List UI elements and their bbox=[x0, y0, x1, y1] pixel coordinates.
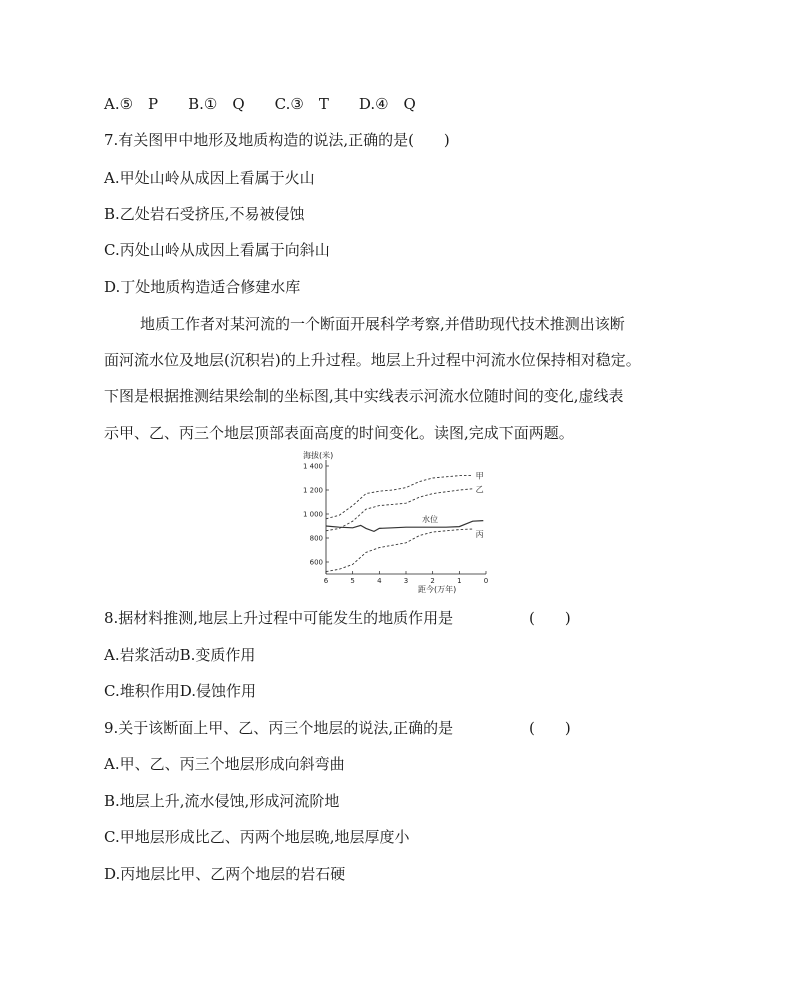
q9-bracket: ( ) bbox=[529, 719, 571, 737]
q7-option-a: A.甲处山岭从成因上看属于火山 bbox=[104, 169, 315, 187]
series-label-甲: 甲 bbox=[475, 471, 484, 481]
series-label-乙: 乙 bbox=[475, 484, 484, 494]
y-axis-label: 海拔(米) bbox=[303, 451, 334, 460]
q8-option-cd: C.堆积作用D.侵蚀作用 bbox=[104, 682, 256, 700]
q8-option-ab: A.岩浆活动B.变质作用 bbox=[104, 646, 256, 664]
x-axis-label: 距今(万年) bbox=[418, 585, 457, 594]
y-tick-label: 1 400 bbox=[302, 462, 323, 471]
elevation-chart-svg bbox=[300, 446, 500, 596]
q8-bracket: ( ) bbox=[529, 609, 571, 627]
material-line-3: 下图是根据推测结果绘制的坐标图,其中实线表示河流水位随时间的变化,虚线表 bbox=[104, 387, 624, 405]
y-tick-label: 600 bbox=[309, 558, 323, 567]
x-tick-label: 3 bbox=[403, 577, 409, 585]
q9-option-a: A.甲、乙、丙三个地层形成向斜弯曲 bbox=[104, 755, 345, 773]
material-line-4: 示甲、乙、丙三个地层顶部表面高度的时间变化。读图,完成下面两题。 bbox=[104, 424, 574, 442]
q7-option-b: B.乙处岩石受挤压,不易被侵蚀 bbox=[104, 205, 305, 223]
x-tick-label: 0 bbox=[483, 577, 489, 585]
q7-option-d: D.丁处地质构造适合修建水库 bbox=[104, 278, 301, 296]
x-tick-label: 5 bbox=[350, 577, 355, 585]
x-tick-label: 6 bbox=[323, 577, 329, 585]
series-line-甲 bbox=[326, 476, 473, 519]
material-line-1: 地质工作者对某河流的一个断面开展科学考察,并借助现代技术推测出该断 bbox=[140, 315, 625, 333]
y-tick-label: 1 000 bbox=[302, 510, 323, 519]
series-label-丙: 丙 bbox=[475, 530, 484, 539]
q6-options: A.⑤ P B.① Q C.③ T D.④ Q bbox=[104, 95, 416, 113]
q9-stem: 9.关于该断面上甲、乙、丙三个地层的说法,正确的是 bbox=[104, 719, 454, 737]
series-line-乙 bbox=[326, 489, 473, 531]
elevation-chart bbox=[300, 446, 500, 596]
q8-stem: 8.据材料推测,地层上升过程中可能发生的地质作用是 bbox=[104, 609, 454, 627]
q9-option-d: D.丙地层比甲、乙两个地层的岩石硬 bbox=[104, 865, 346, 883]
x-tick-label: 1 bbox=[457, 577, 462, 585]
series-label-水位: 水位 bbox=[422, 514, 438, 524]
y-tick-label: 1 200 bbox=[302, 486, 323, 495]
series-line-水位 bbox=[326, 521, 483, 532]
x-tick-label: 4 bbox=[377, 577, 382, 585]
q9-option-b: B.地层上升,流水侵蚀,形成河流阶地 bbox=[104, 792, 340, 810]
series-line-丙 bbox=[326, 529, 473, 572]
material-line-2: 面河流水位及地层(沉积岩)的上升过程。地层上升过程中河流水位保持相对稳定。 bbox=[104, 351, 641, 369]
x-tick-label: 2 bbox=[430, 577, 435, 585]
q7-option-c: C.丙处山岭从成因上看属于向斜山 bbox=[104, 241, 330, 259]
q7-stem: 7.有关图甲中地形及地质构造的说法,正确的是( ) bbox=[104, 131, 450, 149]
y-tick-label: 800 bbox=[309, 534, 323, 543]
q9-option-c: C.甲地层形成比乙、丙两个地层晚,地层厚度小 bbox=[104, 828, 410, 846]
